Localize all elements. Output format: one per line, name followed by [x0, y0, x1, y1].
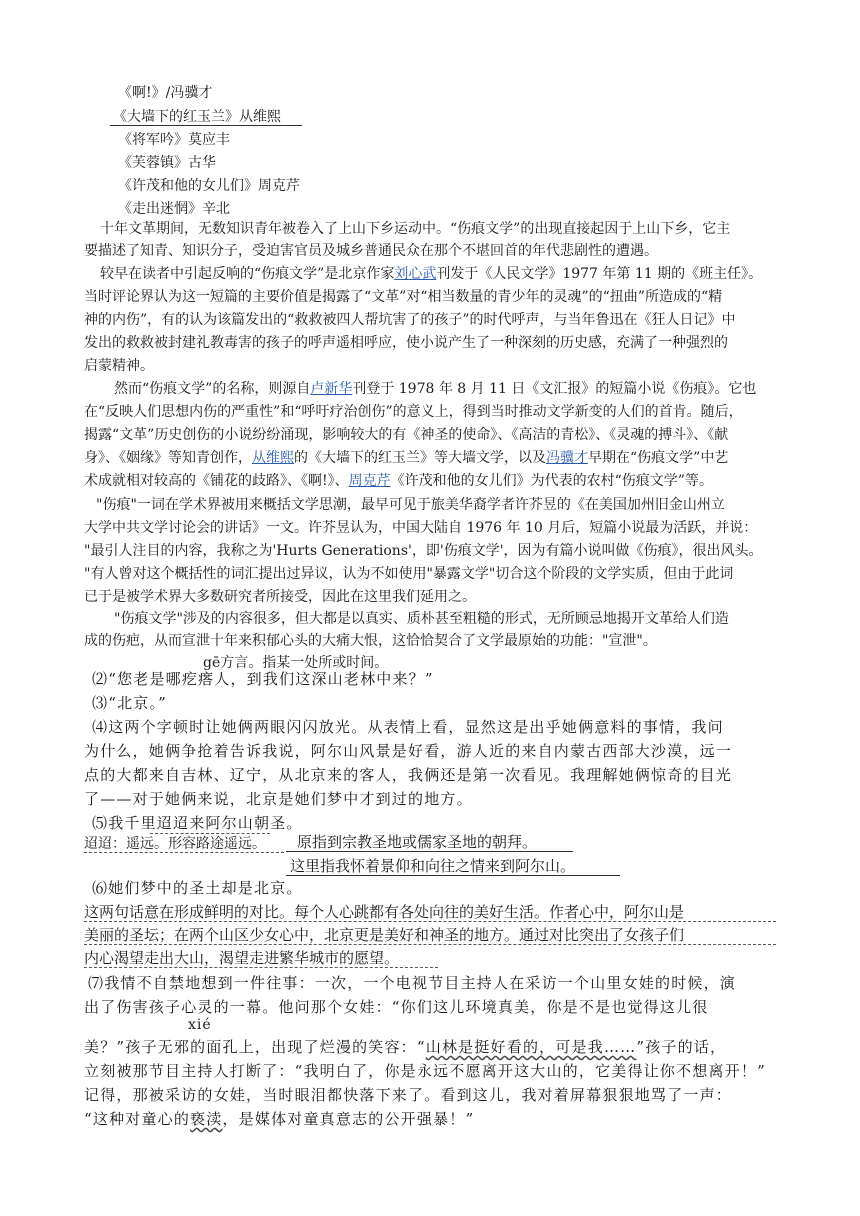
para3-line1	[114, 380, 756, 398]
work-item-1: 《啊!》/冯骥才	[118, 85, 213, 101]
p7-text-a: 美？”孩子无邪的面孔上，出现了烂漫的笑容：“	[84, 1038, 426, 1056]
para2-line4: 发出的救救被封建礼教毒害的孩子的呼声遥相呼应，使小说产生了一种深刻的历史感，充满了一种强烈的	[84, 335, 728, 351]
passage-p7-line3	[84, 1037, 726, 1057]
author-link-congweixi[interactable]: 从维熙	[252, 450, 294, 466]
para5-line2: 成的伤疤，从而宣泄十年来积郁心头的大痛大恨，这恰恰契合了文学最原始的功能："宣泄"。	[84, 633, 657, 649]
para2-text-b: 刊发于《人民文学》1977 年第 11 期的《班主任》。	[436, 266, 763, 282]
para3-text-g: 《许茂和他的女儿们》为代表的农村“伤痕文学”等。	[390, 473, 713, 489]
passage-p7-line4: 立刻被那节目主持人打断了：“我明白了，你是永远不愿离开这大山的，它美得让你不想离开！”	[84, 1062, 766, 1080]
para3-text-b: 刊登于 1978 年 8 月 11 日《文汇报》的短篇小说《伤痕》。它也	[352, 381, 757, 397]
p7-text-d: ，是媒体对童真意志的公开强暴！”	[222, 1110, 475, 1128]
passage-p7-line6	[84, 1109, 474, 1129]
para2-line5: 启蒙精神。	[84, 358, 154, 374]
para2-text-a: 较早在读者中引起反响的“伤痕文学”是北京作家	[100, 266, 395, 282]
p5-note-tiaotiao: 迢迢：遥远。形容路途遥远。	[84, 836, 266, 852]
p5-note2-underline	[286, 851, 573, 852]
passage-p6: ⑹她们梦中的圣土却是北京。	[92, 879, 303, 897]
work-item-2-text: 《大墙下的红玉兰》从维熙	[113, 109, 281, 125]
work-item-4: 《芙蓉镇》古华	[118, 155, 216, 171]
para3-line5	[84, 472, 713, 490]
p6-note-line1: 这两句话意在形成鲜明的对比。每个人心跳都有各处向往的美好生活。作者心中，阿尔山是	[84, 903, 685, 921]
para2-line2: 当时评论界认为这一短篇的主要价值是揭露了“文革”对“相当数量的青少年的灵魂”的“扭曲”所造成的“精	[84, 289, 723, 305]
p7-wavy-quote: 山林是挺好看的，可是我……	[425, 1038, 637, 1056]
work-item-3: 《将军吟》莫应丰	[118, 132, 230, 148]
para3-text-d: 的《大墙下的红玉兰》等大墙文学，以及	[294, 450, 546, 466]
passage-p7-line2: 出了伤害孩子心灵的一幕。他问那个女娃：“你们这儿环境真美，你是不是也觉得这儿很	[84, 998, 709, 1016]
work-underline	[110, 125, 302, 126]
passage-p5: ⑸我千里迢迢来阿尔山朝圣。	[92, 814, 303, 832]
work-item-6: 《走出迷惘》辛北	[118, 201, 230, 217]
para4-line2: 大学中共文学讨论会的讲话》一文。许芥昱认为，中国大陆自 1976 年 10 月后，短篇小说最为活跃，并说：	[84, 520, 758, 536]
para2-line3: 神的内伤”，有的认为该篇发出的“救救被四人帮坑害了的孩子”的时代呼声，与当年鲁迅在《狂人日记》中	[84, 312, 736, 328]
p7-wavy-xiedu: 亵渎	[190, 1110, 223, 1128]
author-link-liuxinwu[interactable]: 刘心武	[394, 266, 437, 282]
p5-note3-underline	[286, 875, 620, 876]
passage-p4-line2: 为什么，她俩争抢着告诉我说，阿尔山风景是好看，游人近的来自内蒙古西部大沙漠，远一	[84, 742, 733, 760]
para3-line4	[84, 449, 728, 467]
p6-note-line3: 内心渴望走出大山，渴望走进繁华城市的愿望。	[84, 949, 400, 967]
passage-p7-line1: ⑺我情不自禁地想到一件往事：一次，一个电视节目主持人在采访一个山里女娃的时候，演	[88, 974, 737, 992]
p5-dash-underline	[150, 833, 270, 834]
p5-note-meaning: 这里指我怀着景仰和向往之情来到阿尔山。	[290, 857, 576, 875]
work-item-5: 《许茂和他的女儿们》周克芹	[118, 178, 300, 194]
passage-p7-line5: 记得，那被采访的女娃，当时眼泪都快落下来了。看到这儿，我对着屏幕狠狠地骂了一声：	[84, 1086, 733, 1104]
para1-line1: 十年文革期间，无数知识青年被卷入了上山下乡运动中。“伤痕文学”的出现直接起因于上山下乡，它主	[100, 221, 731, 237]
para3-line3: 揭露“文革”历史创伤的小说纷纷涌现，影响较大的有《神圣的使命》、《高洁的青松》、《灵魂的搏斗》、《献	[84, 427, 729, 443]
passage-p4-line1: ⑷这两个字顿时让她俩两眼闪闪放光。从表情上看，显然这是出乎她俩意料的事情，我问	[92, 718, 724, 736]
para3-text-f: 术成就相对较高的《铺花的歧路》、《啊!》、	[84, 473, 349, 489]
para3-line2: 在“反映人们思想内伤的严重性”和“呼吁疗治创伤”的意义上，得到当时推动文学新变的人们的首肯。随后，	[84, 404, 743, 420]
p6-note-underline1	[84, 921, 776, 922]
gloss-ge: gē方言。指某一处所或时间。	[203, 655, 389, 671]
para4-line4: "有人曾对这个概括性的词汇提出过异议，认为不如使用"暴露文学"切合这个阶段的文学实质，但由于此词	[84, 566, 734, 582]
para3-text-a: 然而“伤痕文学”的名称，则源自	[114, 381, 311, 397]
p6-note-line2: 美丽的圣坛；在两个山区少女心中，北京更是美好和神圣的地方。通过对比突出了女孩子们	[84, 926, 685, 944]
para3-text-c: 身》、《姻缘》等知青创作，	[84, 450, 252, 466]
para5-line1: "伤痕文学"涉及的内容很多，但大都是以真实、质朴甚至粗糙的形式，无所顾忌地揭开文革给人们造	[114, 611, 729, 627]
p5-note-chaosheng: 原指到宗教圣地或儒家圣地的朝拜。	[297, 833, 538, 851]
author-link-luxinhua[interactable]: 卢新华	[310, 381, 353, 397]
passage-p2: ⑵“您老是哪疙瘩人，到我们这深山老林中来？”	[92, 670, 434, 688]
pinyin-xie: xié	[188, 1017, 212, 1033]
author-link-fengjicai[interactable]: 冯骥才	[546, 450, 588, 466]
p5-note1-underline	[84, 852, 284, 853]
author-link-zhoukeqin[interactable]: 周克芹	[348, 473, 391, 489]
para4-line3: "最引人注目的内容，我称之为'Hurts Generations'，即'伤痕文学'，因为有篇小说叫做《伤痕》，很出风头。	[84, 543, 763, 559]
passage-p4-line4: 了——对于她俩来说，北京是她们梦中才到过的地方。	[84, 790, 473, 808]
p6-note-underline2	[84, 944, 776, 945]
p7-text-b: ”孩子的话，	[636, 1038, 727, 1056]
para4-line5: 已于是被学术界大多数研究者所接受，因此在这里我们延用之。	[84, 589, 476, 605]
para2-line1	[100, 265, 762, 283]
p6-note-underline3	[84, 967, 438, 968]
para1-line2: 要描述了知青、知识分子，受迫害官员及城乡普通民众在那个不堪回首的年代悲剧性的遭遇。	[84, 243, 658, 259]
work-item-2	[113, 108, 281, 126]
passage-p4-line3: 点的大都来自吉林、辽宁，从北京来的客人，我俩还是第一次看见。我理解她俩惊奇的目光	[84, 766, 733, 784]
para4-line1: "伤痕"一词在学术界被用来概括文学思潮，最早可见于旅美华裔学者许芥昱的《在美国加州旧金山州立	[96, 497, 725, 513]
p7-text-c: “这种对童心的	[84, 1110, 191, 1128]
para3-text-e: 早期在“伤痕文学”中艺	[588, 450, 729, 466]
passage-p3: ⑶“北京。”	[92, 694, 168, 712]
